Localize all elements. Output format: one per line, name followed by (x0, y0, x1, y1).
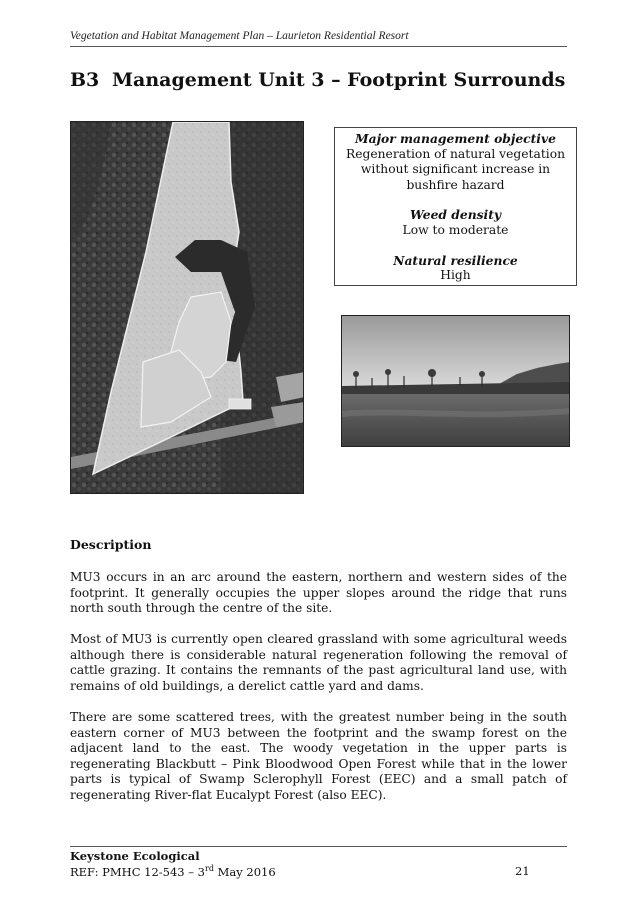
natural-resilience-value: High (440, 268, 471, 283)
page-number: 21 (515, 864, 530, 878)
header-divider (70, 46, 567, 47)
footer-ref-ordinal: rd (205, 864, 214, 873)
objective-heading: Major management objective (355, 131, 556, 146)
footer-reference (70, 864, 276, 879)
footer-ref-suffix: May 2016 (213, 864, 276, 879)
management-summary-box (334, 127, 577, 286)
aerial-photo-map (70, 121, 304, 494)
weed-density-heading: Weed density (409, 207, 502, 223)
weed-density-value: Low to moderate (402, 222, 509, 237)
footer-ref-prefix: REF: PMHC 12-543 – 3 (70, 864, 205, 879)
description-heading: Description (70, 537, 152, 552)
description-paragraph-3: There are some scattered trees, with the greatest number being in the south eastern corner of MU3 between the footprint and the swamp forest on the adjacent land to the east. The woody vegetation in the upper parts is regenerating Blackbutt – Pink Bloodwood Open Forest while that in the lower parts is typical of Swamp Sclerophyll Forest (EEC) and a small patch of regenerating River-flat Eucalypt Forest (also EEC). (70, 710, 567, 802)
section-code: B3 (70, 69, 100, 91)
grassland-photo (341, 315, 570, 447)
description-paragraph-1: MU3 occurs in an arc around the eastern, northern and western sides of the footprint. It generally occupies the upper slopes around the ridge that runs north south through the centre of the site. (70, 570, 567, 616)
running-header: Vegetation and Habitat Management Plan – Laurieton Residential Resort (70, 30, 409, 42)
description-paragraph-2: Most of MU3 is currently open cleared grassland with some agricultural weeds although there is considerable natural regeneration following the removal of cattle grazing. It contains the remnants of the past agricultural land use, with remains of old buildings, a derelict cattle yard and dams. (70, 632, 567, 693)
natural-resilience-heading: Natural resilience (393, 252, 518, 268)
footer-company: Keystone Ecological (70, 849, 200, 863)
objective-text: Regeneration of natural vegetation without significant increase in bushfire hazard (345, 146, 566, 192)
section-title-text: Management Unit 3 – Footprint Surrounds (112, 69, 566, 91)
section-title (70, 69, 565, 91)
footer-divider (70, 846, 567, 847)
